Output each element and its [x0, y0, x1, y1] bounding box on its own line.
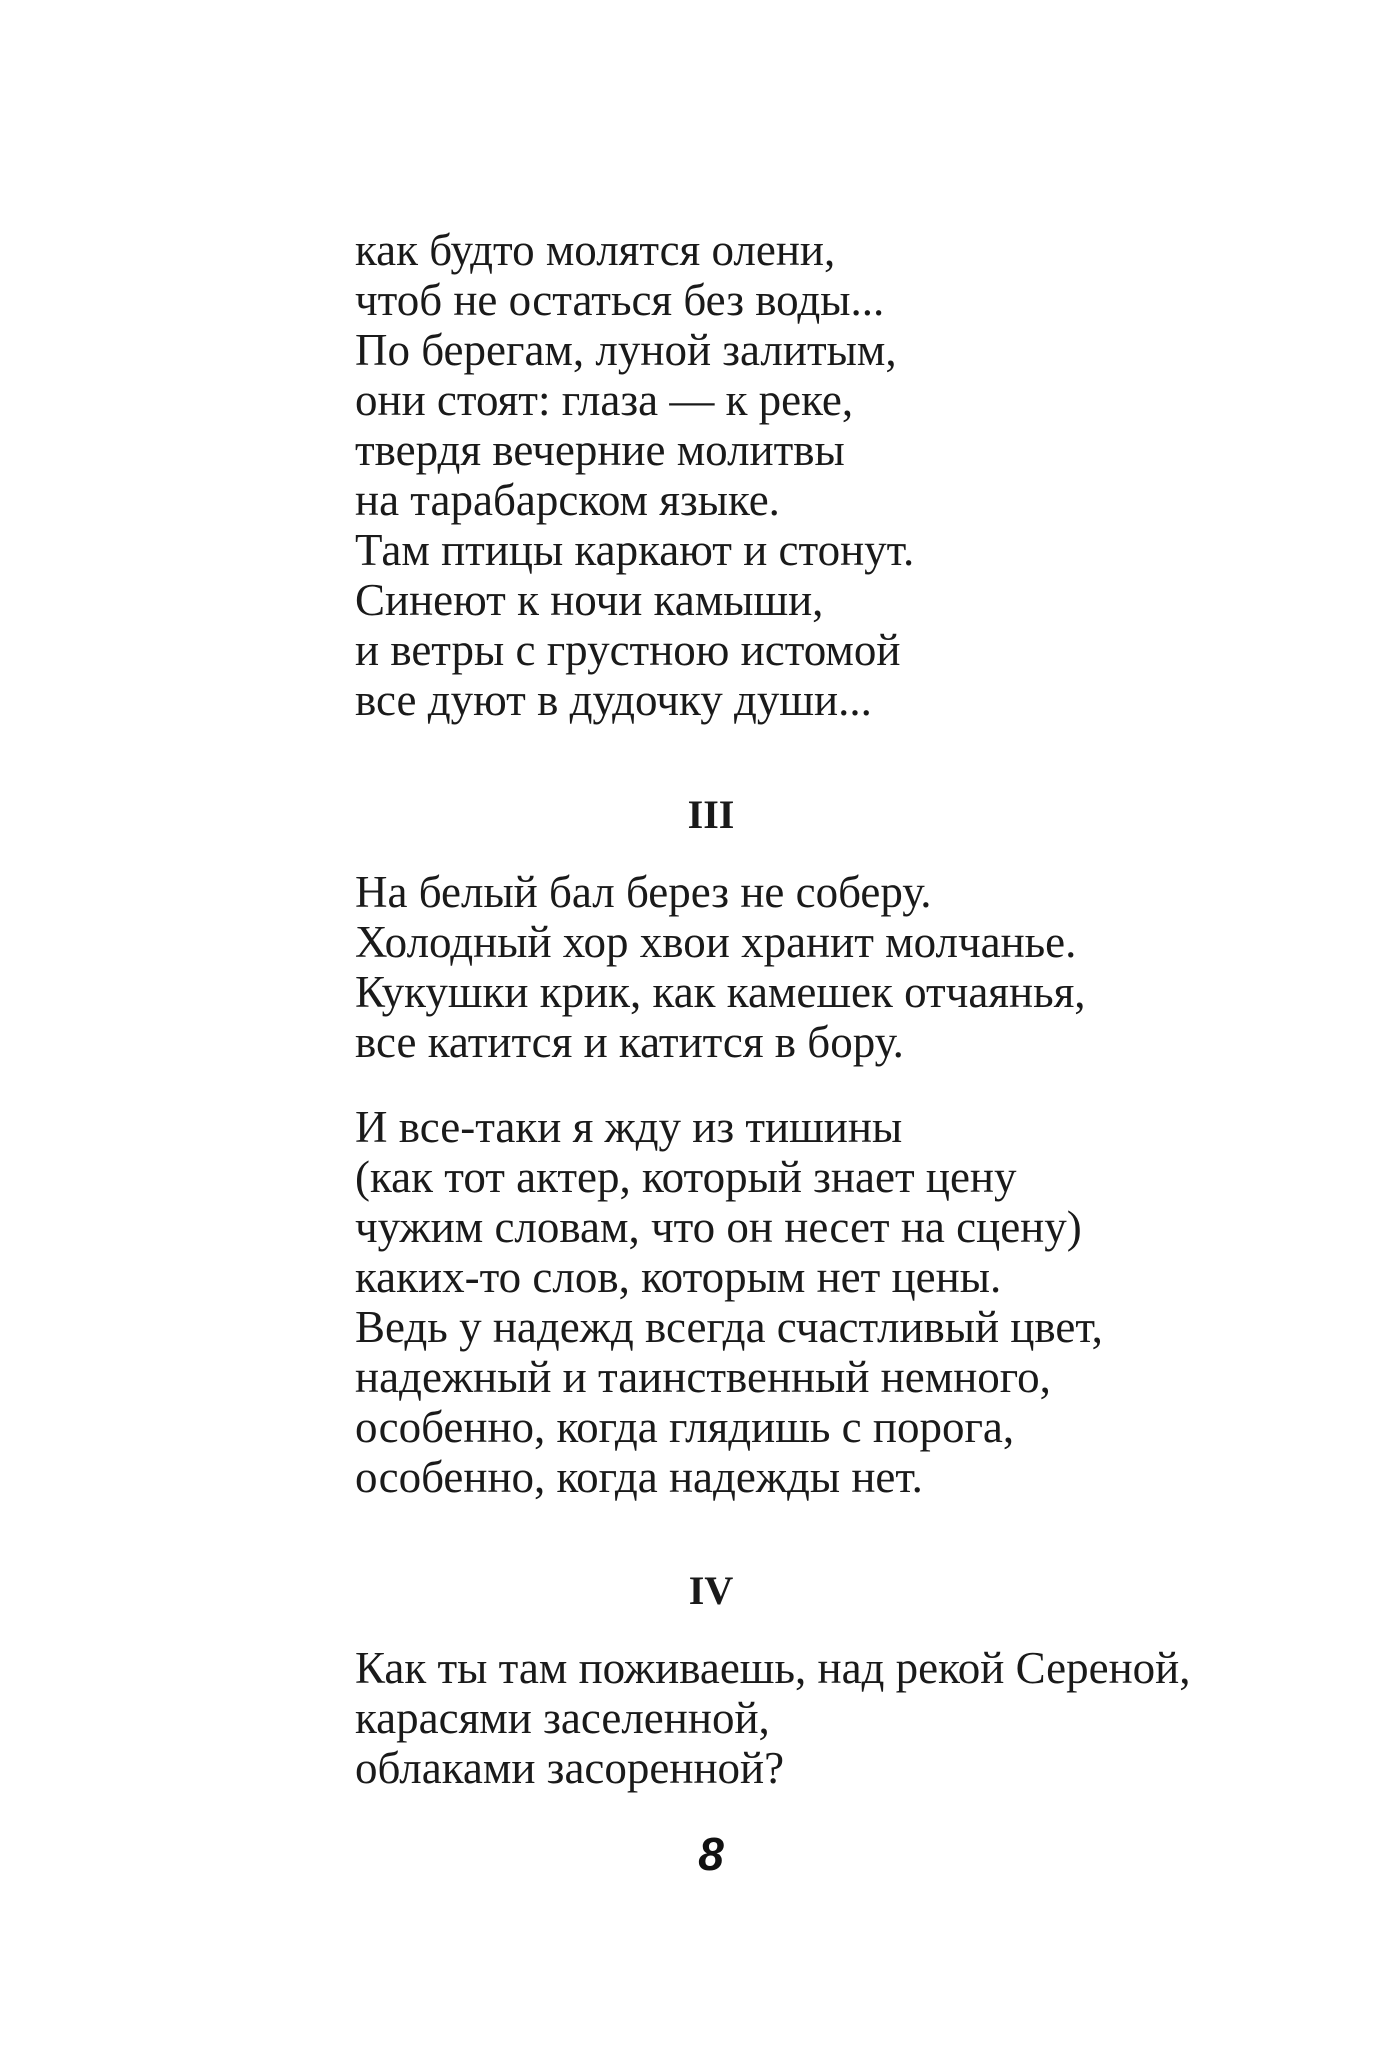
stanza-1 [355, 225, 1355, 725]
poem-line: твердя вечерние молитвы [355, 425, 845, 475]
poem-line: Как ты там поживаешь, над рекой Сереной, [355, 1643, 1191, 1693]
poem-line: чужим словам, что он несет на сцену) [355, 1202, 1082, 1252]
poem-line: (как тот актер, который знает цену [355, 1152, 1017, 1202]
poem-line: карасями заселенной, [355, 1693, 770, 1743]
poem-line: они стоят: глаза — к реке, [355, 375, 854, 425]
poem-line: Ведь у надежд всегда счастливый цвет, [355, 1302, 1103, 1352]
poem-line: По берегам, луной залитым, [355, 325, 897, 375]
poem-line: На белый бал берез не соберу. [355, 867, 932, 917]
poem-line: все дуют в дудочку души... [355, 675, 872, 725]
poem-line: и ветры с грустною истомой [355, 625, 901, 675]
poem-line: чтоб не остаться без воды... [355, 275, 885, 325]
poem-line: особенно, когда надежды нет. [355, 1452, 923, 1502]
poem-line: И все-таки я жду из тишины [355, 1102, 903, 1152]
stanza-3 [355, 1102, 1355, 1502]
poem-line: Синеют к ночи камыши, [355, 575, 824, 625]
stanza-2 [355, 867, 1355, 1067]
section-heading-iii: III [687, 792, 735, 837]
poem-line: каких-то слов, которым нет цены. [355, 1252, 1002, 1302]
poem-line: Холодный хор хвои хранит молчанье. [355, 917, 1077, 967]
poem-line: на тарабарском языке. [355, 475, 780, 525]
poem-line: как будто молятся олени, [355, 225, 836, 275]
poem-line: особенно, когда глядишь с порога, [355, 1402, 1015, 1452]
poem-line: облаками засоренной? [355, 1743, 785, 1793]
poem-line: все катится и катится в бору. [355, 1017, 904, 1067]
stanza-4 [355, 1643, 1355, 1793]
section-heading-iv: IV [688, 1568, 734, 1613]
poem-line: Кукушки крик, как камешек отчаянья, [355, 967, 1086, 1017]
page-number: 8 [698, 1828, 724, 1880]
poem-line: Там птицы каркают и стонут. [355, 525, 915, 575]
poem-line: надежный и таинственный немного, [355, 1352, 1051, 1402]
